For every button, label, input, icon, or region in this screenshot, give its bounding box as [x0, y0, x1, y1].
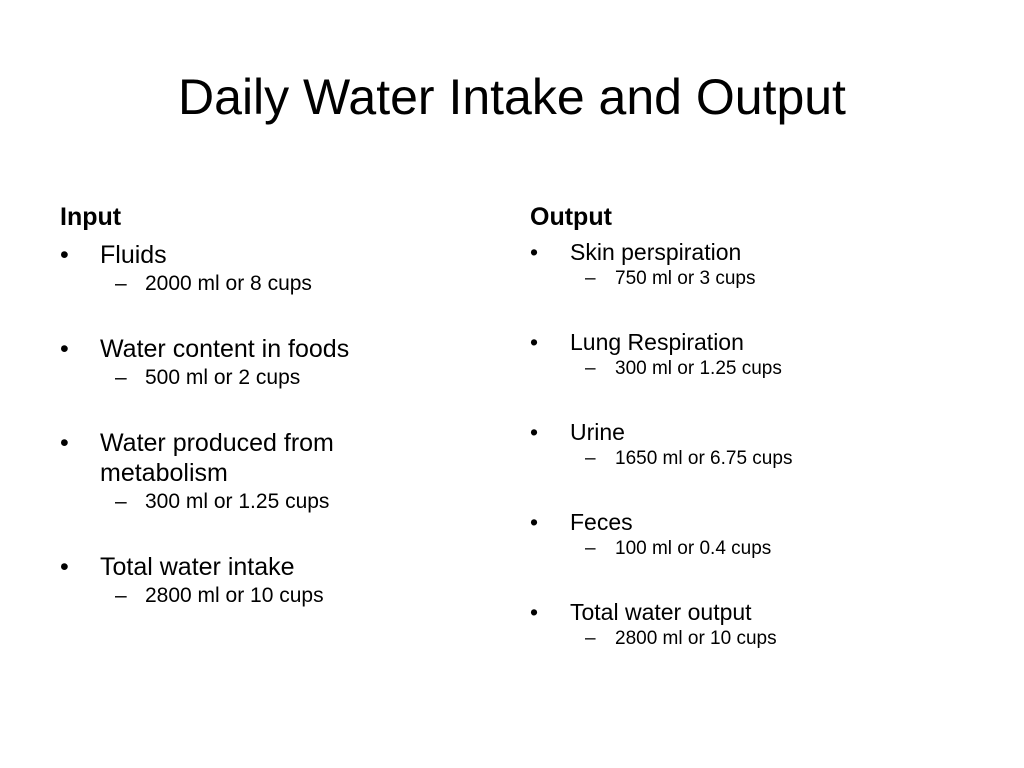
input-item-metabolism: [60, 428, 480, 516]
output-item-label: Total water output: [570, 599, 752, 625]
input-item-label: Water content in foods: [100, 335, 350, 363]
input-item-total: [60, 552, 480, 610]
bullet-icon: •: [530, 599, 539, 625]
input-item-foods: [60, 334, 480, 392]
dash-icon: –: [585, 358, 596, 379]
output-heading: Output: [530, 203, 612, 231]
input-item-label: Total water intake: [100, 553, 295, 581]
bullet-icon: •: [60, 429, 69, 457]
bullet-icon: •: [530, 419, 539, 445]
output-item-feces: [530, 508, 950, 562]
bullet-icon: •: [530, 329, 539, 355]
input-item-detail: 2800 ml or 10 cups: [145, 584, 324, 607]
output-item-label: Urine: [570, 419, 625, 445]
input-item-label: Fluids: [100, 241, 167, 269]
dash-icon: –: [115, 584, 127, 607]
output-column: [530, 200, 950, 652]
dash-icon: –: [585, 538, 596, 559]
output-item-detail: 750 ml or 3 cups: [615, 268, 756, 289]
input-column: [60, 200, 480, 610]
input-item-detail: 500 ml or 2 cups: [145, 366, 301, 389]
dash-icon: –: [585, 268, 596, 289]
dash-icon: –: [585, 628, 596, 649]
input-item-detail: 300 ml or 1.25 cups: [145, 490, 330, 513]
bullet-icon: •: [530, 239, 539, 265]
output-item-detail: 1650 ml or 6.75 cups: [615, 448, 793, 469]
output-item-lung: [530, 328, 950, 382]
output-item-skin: [530, 238, 950, 292]
dash-icon: –: [585, 448, 596, 469]
dash-icon: –: [115, 366, 127, 389]
input-item-fluids: [60, 240, 480, 298]
output-item-detail: 300 ml or 1.25 cups: [615, 358, 782, 379]
bullet-icon: •: [60, 553, 69, 581]
output-item-label: Lung Respiration: [570, 329, 744, 355]
input-item-label: Water produced from metabolism: [100, 429, 334, 487]
dash-icon: –: [115, 490, 127, 513]
bullet-icon: •: [60, 335, 69, 363]
dash-icon: –: [115, 272, 127, 295]
bullet-icon: •: [60, 241, 69, 269]
bullet-icon: •: [530, 509, 539, 535]
output-item-detail: 100 ml or 0.4 cups: [615, 538, 772, 559]
input-heading: Input: [60, 203, 122, 231]
input-item-detail: 2000 ml or 8 cups: [145, 272, 312, 295]
output-item-urine: [530, 418, 950, 472]
output-item-label: Skin perspiration: [570, 239, 742, 265]
output-item-label: Feces: [570, 509, 633, 535]
output-item-total: [530, 598, 950, 652]
slide-title: Daily Water Intake and Output: [178, 69, 846, 125]
output-item-detail: 2800 ml or 10 cups: [615, 628, 777, 649]
